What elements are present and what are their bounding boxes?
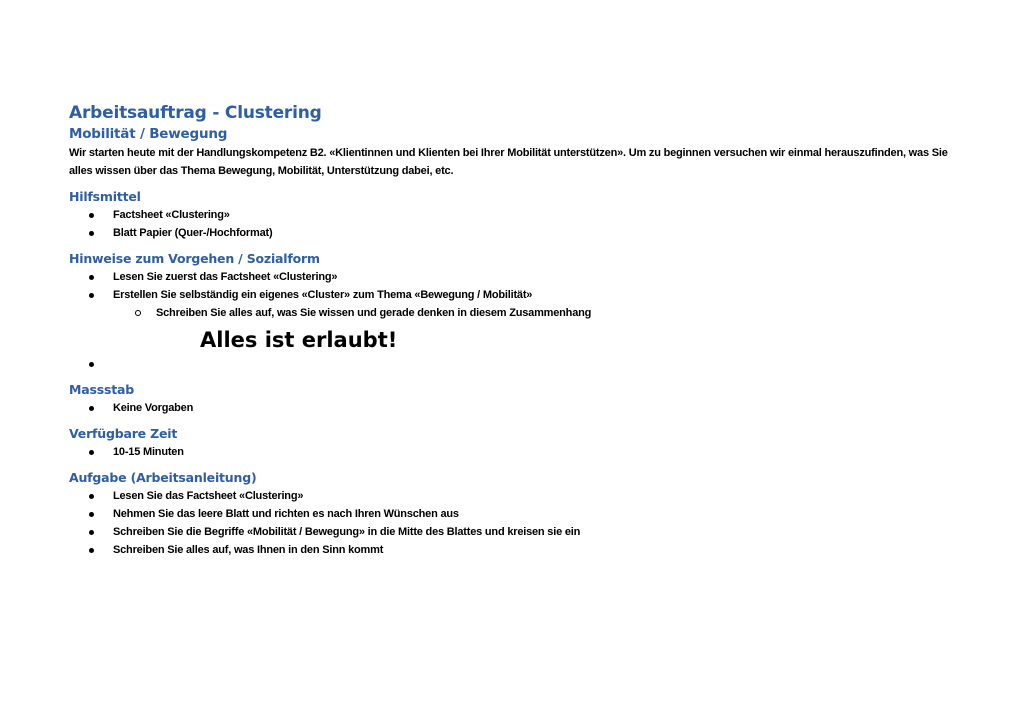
list-empty bbox=[69, 355, 969, 373]
document-title: Arbeitsauftrag - Clustering bbox=[69, 103, 322, 123]
list-item: Schreiben Sie die Begriffe «Mobilität / Bewegung» in die Mitte des Blattes und kreisen sie ein bbox=[69, 523, 969, 541]
list-item: Schreiben Sie alles auf, was Ihnen in den Sinn kommt bbox=[69, 541, 969, 559]
list-item: Lesen Sie das Factsheet «Clustering» bbox=[69, 487, 969, 505]
document-subtitle: Mobilität / Bewegung bbox=[69, 126, 228, 142]
list-item: Nehmen Sie das leere Blatt und richten es nach Ihren Wünschen aus bbox=[69, 505, 969, 523]
list-item bbox=[69, 355, 969, 373]
bullet-icon bbox=[89, 450, 94, 455]
list-item: Lesen Sie zuerst das Factsheet «Clustering» bbox=[69, 268, 969, 286]
document-content bbox=[69, 101, 969, 559]
intro-paragraph: Wir starten heute mit der Handlungskompetenz B2. «Klientinnen und Klienten bei Ihrer Mobilität unterstützen». Um zu beginnen versuchen wir einmal herauszufinden, was Sie alles wissen über das Thema Bewegung, Mobilität, Unterstützung dabei, etc. bbox=[69, 147, 948, 177]
bullet-icon bbox=[89, 494, 94, 499]
circle-bullet-icon bbox=[135, 310, 141, 316]
sublist-hinweise bbox=[69, 304, 969, 322]
heading-hilfsmittel: Hilfsmittel bbox=[69, 189, 141, 204]
list-hinweise bbox=[69, 268, 969, 304]
heading-aufgabe: Aufgabe (Arbeitsanleitung) bbox=[69, 470, 257, 485]
list-item: 10-15 Minuten bbox=[69, 443, 969, 461]
list-item: Erstellen Sie selbständig ein eigenes «Cluster» zum Thema «Bewegung / Mobilität» bbox=[69, 286, 969, 304]
bullet-icon bbox=[89, 293, 94, 298]
list-hilfsmittel bbox=[69, 206, 969, 242]
bullet-icon bbox=[89, 512, 94, 517]
bullet-icon bbox=[89, 406, 94, 411]
list-item: Factsheet «Clustering» bbox=[69, 206, 969, 224]
list-item: Keine Vorgaben bbox=[69, 399, 969, 417]
bullet-icon bbox=[89, 213, 94, 218]
bullet-icon bbox=[89, 530, 94, 535]
emphasis-note: Alles ist erlaubt! bbox=[200, 328, 398, 352]
bullet-icon bbox=[89, 548, 94, 553]
list-item: Schreiben Sie alles auf, was Sie wissen und gerade denken in diesem Zusammenhang bbox=[69, 304, 969, 322]
list-item: Blatt Papier (Quer-/Hochformat) bbox=[69, 224, 969, 242]
bullet-icon bbox=[89, 362, 94, 367]
heading-massstab: Massstab bbox=[69, 382, 134, 397]
heading-hinweise: Hinweise zum Vorgehen / Sozialform bbox=[69, 251, 320, 266]
list-massstab bbox=[69, 399, 969, 417]
bullet-icon bbox=[89, 231, 94, 236]
heading-zeit: Verfügbare Zeit bbox=[69, 426, 178, 441]
list-aufgabe bbox=[69, 487, 969, 559]
list-zeit bbox=[69, 443, 969, 461]
bullet-icon bbox=[89, 275, 94, 280]
